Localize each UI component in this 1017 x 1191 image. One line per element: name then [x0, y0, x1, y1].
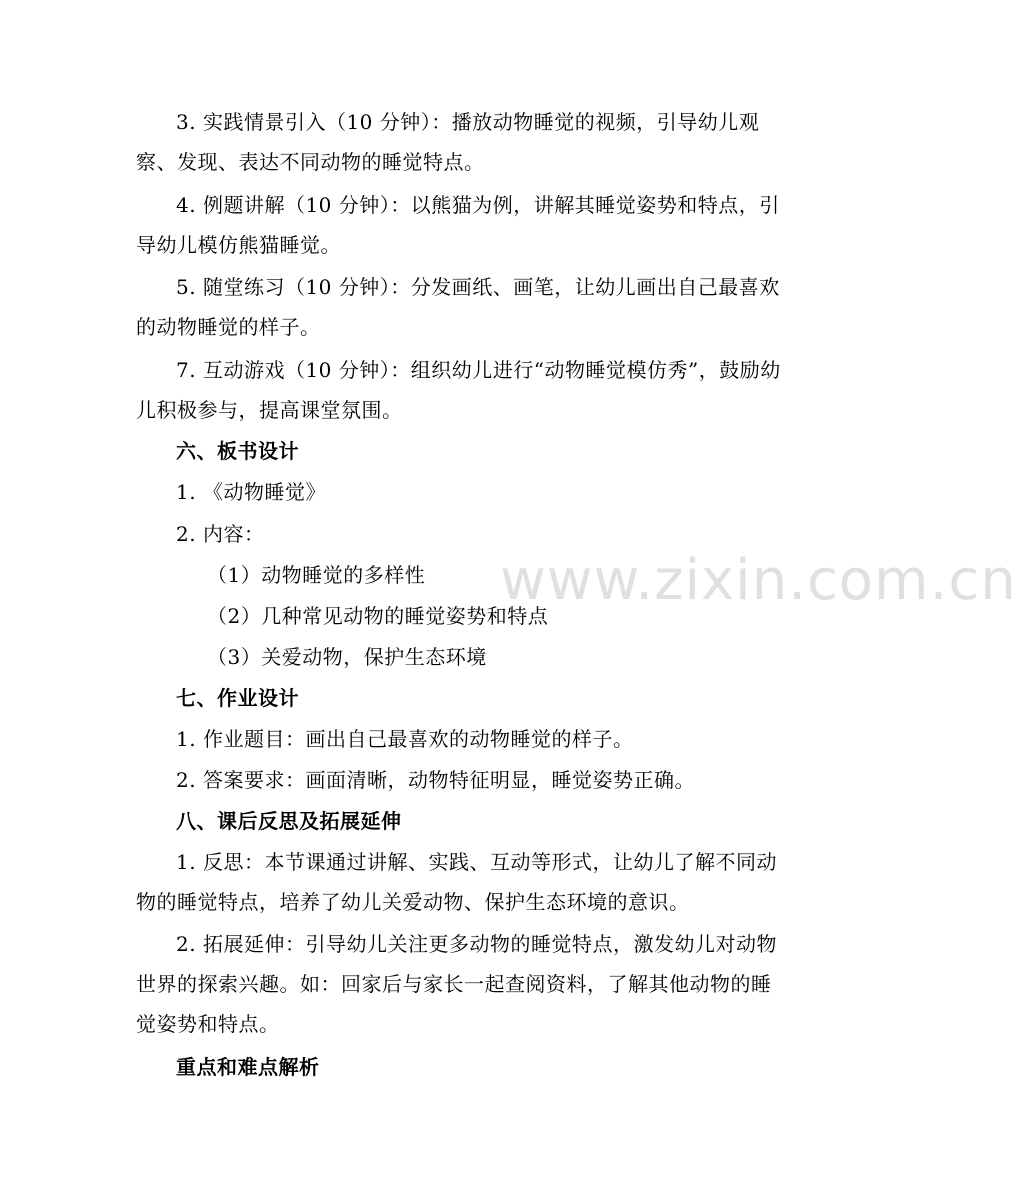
list-item-content-2: （2）几种常见动物的睡觉姿势和特点 [207, 604, 549, 628]
list-item-content-1: （1）动物睡觉的多样性 [207, 563, 426, 587]
list-item-homework-topic: 1. 作业题目：画出自己最喜欢的动物睡觉的样子。 [176, 727, 634, 751]
watermark: www.zixin.com.cn [500, 548, 1017, 613]
paragraph-extension: 2. 拓展延伸：引导幼儿关注更多动物的睡觉特点，激发幼儿对动物世界的探索兴趣。如：回家后与家长一起查阅资料，了解其他动物的睡觉姿势和特点。 [136, 932, 777, 1036]
paragraph-interactive-game: 7. 互动游戏（10 分钟）：组织幼儿进行“动物睡觉模仿秀”，鼓励幼儿积极参与，提高课堂氛围。 [136, 358, 781, 422]
paragraph-classroom-practice: 5. 随堂练习（10 分钟）：分发画纸、画笔，让幼儿画出自己最喜欢的动物睡觉的样子。 [136, 275, 780, 339]
list-item-blackboard-title: 1. 《动物睡觉》 [176, 480, 326, 504]
heading-homework-design: 七、作业设计 [176, 686, 299, 710]
paragraph-reflection: 1. 反思：本节课通过讲解、实践、互动等形式，让幼儿了解不同动物的睡觉特点，培养了幼儿关爱动物、保护生态环境的意识。 [136, 850, 777, 914]
heading-blackboard-design: 六、板书设计 [176, 439, 299, 463]
heading-reflection-extension: 八、课后反思及拓展延伸 [176, 809, 402, 833]
paragraph-example-explain: 4. 例题讲解（10 分钟）：以熊猫为例，讲解其睡觉姿势和特点，引导幼儿模仿熊猫睡觉。 [136, 193, 780, 257]
list-item-homework-answer: 2. 答案要求：画面清晰，动物特征明显，睡觉姿势正确。 [176, 768, 695, 792]
list-item-blackboard-content: 2. 内容： [176, 522, 265, 546]
paragraph-practice-intro: 3. 实践情景引入（10 分钟）：播放动物睡觉的视频，引导幼儿观察、发现、表达不同动物的睡觉特点。 [136, 110, 760, 174]
list-item-content-3: （3）关爱动物，保护生态环境 [207, 645, 487, 669]
heading-key-points: 重点和难点解析 [176, 1055, 320, 1079]
